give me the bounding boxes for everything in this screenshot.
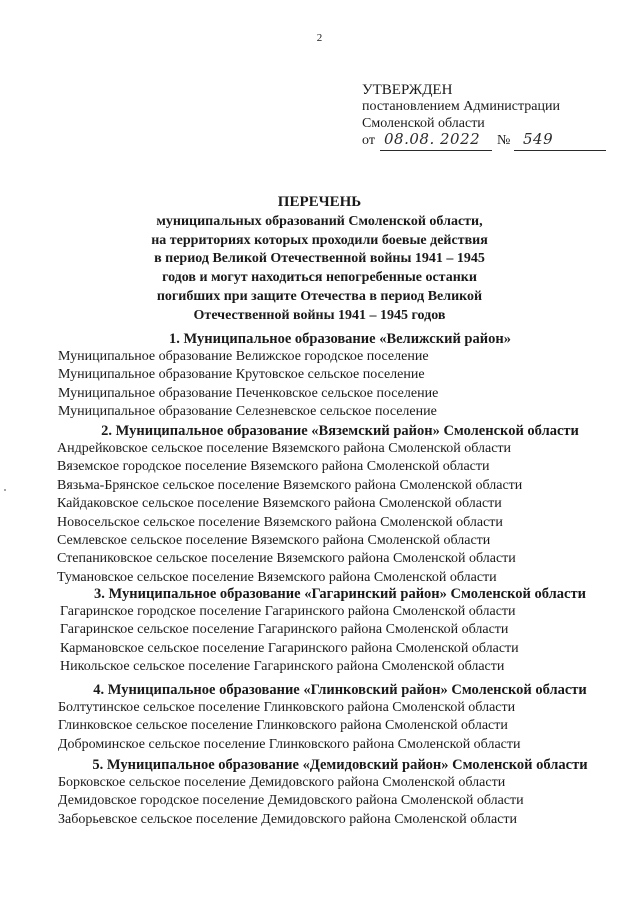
page-number: 2 (316, 32, 323, 44)
section-title: 5. Муниципальное образование «Демидовский район» Смоленской области (92, 757, 588, 773)
list-item: Муниципальное образование Велижское городское поселение (58, 349, 429, 364)
list-item: Муниципальное образование Селезневское сельское поселение (58, 404, 437, 420)
list-item: Степаниковское сельское поселение Вяземского района Смоленской области (57, 551, 516, 567)
list-item: Никольское сельское поселение Гагаринского района Смоленской области (60, 659, 505, 675)
number-underline (514, 150, 606, 151)
heading-line: муниципальных образований Смоленской области, (156, 214, 483, 229)
list-item: Тумановское сельское поселение Вяземского района Смоленской области (57, 569, 497, 585)
list-item: Андрейковское сельское поселение Вяземского района Смоленской области (57, 441, 512, 456)
list-item: Борковское сельское поселение Демидовского района Смоленской области (58, 775, 506, 790)
list-item: Кайдаковское сельское поселение Вяземского района Смоленской области (57, 496, 502, 512)
section-title: 3. Муниципальное образование «Гагаринский район» Смоленской области (94, 586, 586, 602)
approval-title: УТВЕРЖДЕН (362, 82, 453, 98)
document-title: ПЕРЕЧЕНЬ (277, 194, 362, 210)
heading-line: Отечественной войны 1941 – 1945 годов (193, 307, 446, 323)
heading-line: на территориях которых проходили боевые действия (151, 232, 488, 248)
list-item: Вяземское городское поселение Вяземского района Смоленской области (57, 459, 490, 475)
list-item: Кармановское сельское поселение Гагаринского района Смоленской области (60, 640, 519, 656)
list-item: Муниципальное образование Печенковское сельское поселение (58, 385, 439, 401)
heading-line: годов и могут находиться непогребенные останки (162, 270, 477, 286)
approval-number-handwritten: 549 (523, 130, 554, 148)
approval-line-2: Смоленской области (362, 116, 485, 131)
list-item: Демидовское городское поселение Демидовского района Смоленской области (58, 793, 524, 809)
approval-line-1: постановлением Администрации (362, 99, 560, 114)
approval-number-label: № (497, 133, 511, 148)
approval-date-handwritten: 08.08. 2022 (384, 130, 481, 148)
section-title: 2. Муниципальное образование «Вяземский район» Смоленской области (101, 423, 579, 439)
list-item: Семлевское сельское поселение Вяземского района Смоленской области (57, 533, 491, 548)
list-item: Глинковское сельское поселение Глинковского района Смоленской области (58, 718, 508, 734)
list-item: Гагаринское городское поселение Гагаринского района Смоленской области (60, 604, 516, 619)
section-title: 4. Муниципальное образование «Глинковский район» Смоленской области (93, 682, 587, 698)
approval-from-label: от (362, 133, 375, 148)
section-title: 1. Муниципальное образование «Велижский район» (169, 331, 511, 347)
list-item: Доброминское сельское поселение Глинковского района Смоленской области (58, 736, 521, 752)
heading-line: погибших при защите Отечества в период Великой (156, 288, 483, 304)
list-item: Вязьма-Брянское сельское поселение Вяземского района Смоленской области (57, 477, 523, 493)
list-item: Муниципальное образование Крутовское сельское поселение (58, 367, 425, 383)
list-item: Новосельское сельское поселение Вяземского района Смоленской области (57, 514, 503, 530)
scan-artifact (4, 489, 6, 491)
date-underline (380, 150, 492, 151)
list-item: Заборьевское сельское поселение Демидовского района Смоленской области (58, 811, 518, 827)
heading-line: в период Великой Отечественной войны 1941 – 1945 (154, 251, 485, 267)
list-item: Болтутинское сельское поселение Глинковского района Смоленской области (58, 700, 516, 715)
list-item: Гагаринское сельское поселение Гагаринского района Смоленской области (60, 622, 509, 638)
